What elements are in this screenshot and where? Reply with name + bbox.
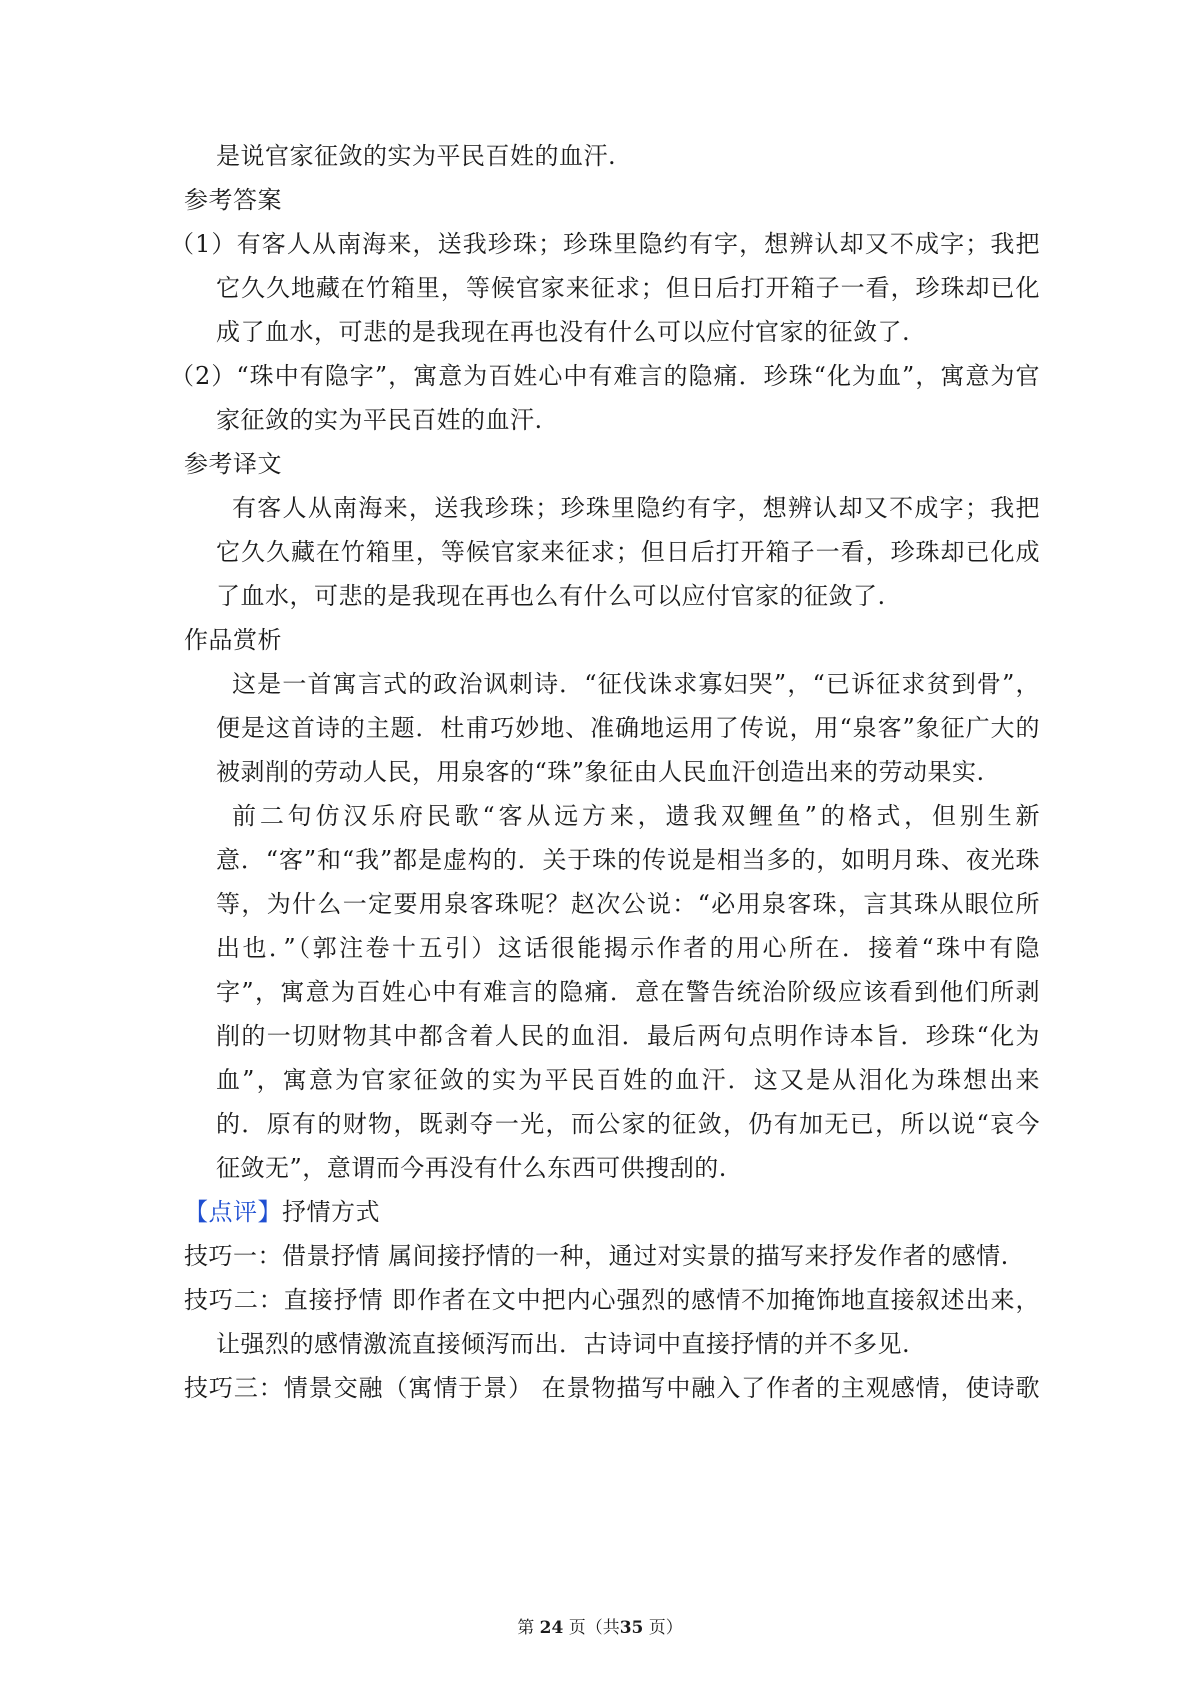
answer-1-line: （1）有客人从南海来，送我珍珠；珍珠里隐约有字，想辨认却又不成字；我把 [170,230,1040,258]
tip-line: 技巧一：借景抒情 属间接抒情的一种，通过对实景的描写来抒发作者的感情. [184,1242,1009,1270]
answer-2-line: 家征敛的实为平民百姓的血汗. [216,406,543,434]
appreciation-line: 征敛无”，意谓而今再没有什么东西可供搜刮的. [216,1154,727,1182]
page-footer [0,1617,1200,1639]
appreciation-line: 便是这首诗的主题．杜甫巧妙地、准确地运用了传说，用“泉客”象征广大的 [216,714,1040,742]
section-heading-answer: 参考答案 [184,186,282,214]
appreciation-line: 削的一切财物其中都含着人民的血泪．最后两句点明作诗本旨．珍珠“化为 [216,1022,1040,1050]
tip-line: 技巧三：情景交融（寓情于景） 在景物描写中融入了作者的主观感情，使诗歌 [184,1374,1040,1402]
appreciation-line: 等，为什么一定要用泉客珠呢？赵次公说：“必用泉客珠，言其珠从眼位所 [216,890,1040,918]
appreciation-line: 的．原有的财物，既剥夺一光，而公家的征敛，仍有加无已，所以说“哀今 [216,1110,1040,1138]
footer-prefix: 第 [517,1618,535,1638]
answer-2-line: （2）“珠中有隐字”，寓意为百姓心中有难言的隐痛．珍珠“化为血”，寓意为官 [170,362,1040,390]
paragraph-line: 是说官家征敛的实为平民百姓的血汗. [216,142,617,170]
appreciation-line: 意．“客”和“我”都是虚构的．关于珠的传说是相当多的，如明月珠、夜光珠 [216,846,1040,874]
translation-line: 它久久藏在竹箱里，等候官家来征求；但日后打开箱子一看，珍珠却已化成 [216,538,1040,566]
answer-1-line: 成了血水，可悲的是我现在再也没有什么可以应付官家的征敛了. [216,318,911,346]
section-heading-translation: 参考译文 [184,450,282,478]
section-heading-appreciation: 作品赏析 [184,626,282,654]
tip-line: 让强烈的感情激流直接倾泻而出．古诗词中直接抒情的并不多见. [216,1330,911,1358]
tip-line: 技巧二：直接抒情 即作者在文中把内心强烈的感情不加掩饰地直接叙述出来， [184,1286,1040,1314]
appreciation-line: 前二句仿汉乐府民歌“客从远方来，遗我双鲤鱼”的格式，但别生新 [232,802,1040,830]
footer-middle: 页（共 [568,1618,620,1638]
translation-line: 有客人从南海来，送我珍珠；珍珠里隐约有字，想辨认却又不成字；我把 [232,494,1040,522]
appreciation-line: 这是一首寓言式的政治讽刺诗．“征伐诛求寡妇哭”，“已诉征求贫到骨”， [232,670,1040,698]
appreciation-line: 出也．”（郭注卷十五引）这话很能揭示作者的用心所在．接着“珠中有隐 [216,934,1040,962]
appreciation-line: 被剥削的劳动人民，用泉客的“珠”象征由人民血汗创造出来的劳动果实. [216,758,985,786]
comment-heading [184,1195,1030,1229]
current-page-number: 24 [539,1618,564,1638]
translation-line: 了血水，可悲的是我现在再也么有什么可以应付官家的征敛了. [216,582,886,610]
total-pages-number: 35 [619,1618,644,1638]
footer-suffix: 页） [648,1618,683,1638]
appreciation-line: 血”，寓意为官家征敛的实为平民百姓的血汗．这又是从泪化为珠想出来 [216,1066,1040,1094]
answer-1-line: 它久久地藏在竹箱里，等候官家来征求；但日后打开箱子一看，珍珠却已化 [216,274,1040,302]
comment-title: 抒情方式 [282,1198,380,1226]
comment-tag: 【点评】 [184,1198,282,1226]
appreciation-line: 字”，寓意为百姓心中有难言的隐痛．意在警告统治阶级应该看到他们所剥 [216,978,1040,1006]
